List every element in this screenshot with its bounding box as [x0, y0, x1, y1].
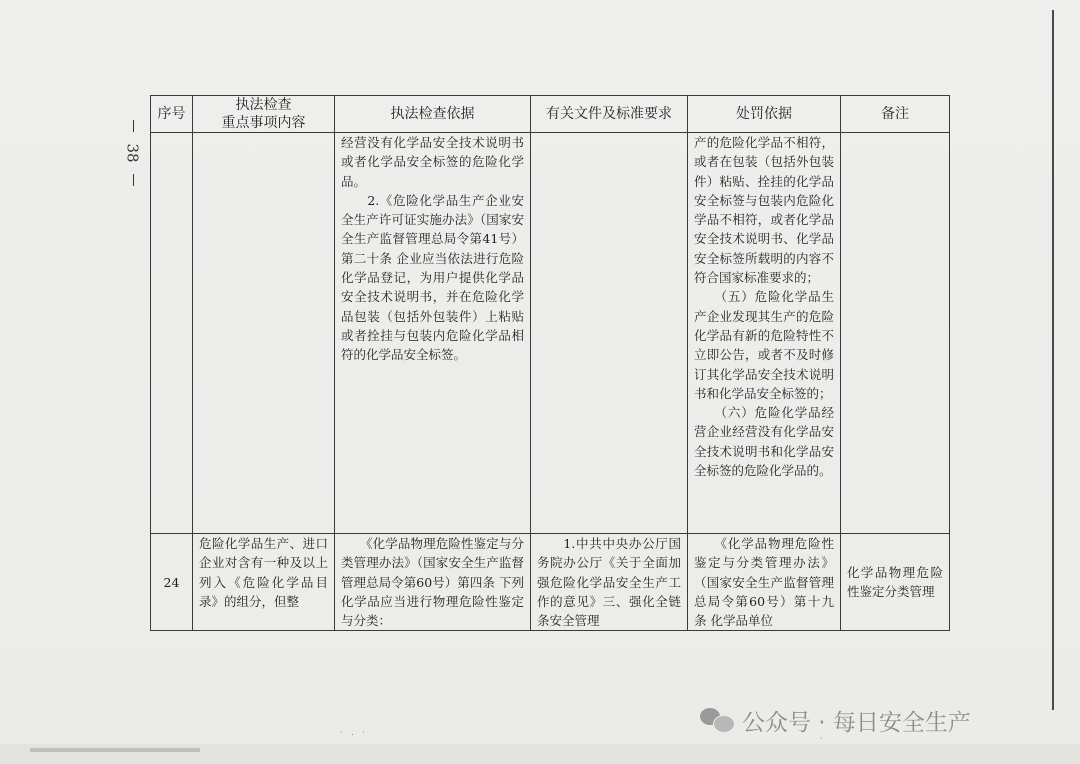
table-row — [151, 133, 950, 534]
cell-remarks — [841, 133, 950, 534]
header-basis: 执法检查依据 — [335, 96, 531, 133]
cell-items: 危险化学品生产、进口企业对含有一种及以上列入《危险化学品目录》的组分，但整 — [193, 534, 335, 631]
page-number-text: 38 — [124, 143, 142, 163]
scan-smudge — [30, 748, 200, 752]
page-number-dash-top — [133, 120, 134, 132]
wechat-icon — [700, 706, 734, 734]
watermark — [700, 704, 971, 736]
cell-items — [193, 133, 335, 534]
scan-specks: · . · — [340, 728, 368, 737]
cell-requirements: 1.中共中央办公厅国务院办公厅《关于全面加强危险化学品安全生产工作的意见》三、强化全链条安全管理 — [531, 534, 688, 631]
cell-penalty: 产的危险化学品不相符，或者在包装（包括外包装件）粘贴、拴挂的化学品安全标签与包装内危险化学品不相符，或者化学品安全技术说明书、化学品安全标签所载明的内容不符合国家标准要求的； （五）危险化学品生产企业发现其生产的危险化学品有新的危险特性不立即公告，或者不及时修订其化学品安全技术说明书和化学品安全标签的； （六）危险化学品经营企业经营没有化学品安全技术说明书和化学品安全标签的危险化学品的。 — [688, 133, 841, 534]
table-header-row — [151, 96, 950, 133]
header-seq: 序号 — [151, 96, 193, 133]
cell-seq — [151, 133, 193, 534]
cell-remarks: 化学品物理危险性鉴定分类管理 — [841, 534, 950, 631]
inspection-table — [150, 95, 950, 631]
header-items: 执法检查 重点事项内容 — [193, 96, 335, 133]
scan-specks: · — [820, 734, 823, 743]
cell-requirements — [531, 133, 688, 534]
cell-seq: 24 — [151, 534, 193, 631]
table-row — [151, 534, 950, 631]
page-edge-line — [1052, 10, 1054, 710]
page-number-dash-bottom — [133, 174, 134, 186]
header-remarks: 备注 — [841, 96, 950, 133]
header-penalty: 处罚依据 — [688, 96, 841, 133]
bottom-margin — [0, 744, 1080, 764]
page-number — [118, 118, 148, 198]
header-requirements: 有关文件及标准要求 — [531, 96, 688, 133]
cell-basis: 《化学品物理危险性鉴定与分类管理办法》（国家安全生产监督管理总局令第60号）第四条 下列化学品应当进行物理危险性鉴定与分类： — [335, 534, 531, 631]
cell-penalty: 《化学品物理危险性鉴定与分类管理办法》（国家安全生产监督管理总局令第60号）第十九条 化学品单位 — [688, 534, 841, 631]
watermark-text: 公众号 · 每日安全生产 — [742, 709, 971, 736]
cell-basis: 经营没有化学品安全技术说明书或者化学品安全标签的危险化学品。 2.《危险化学品生产企业安全生产许可证实施办法》（国家安全生产监督管理总局令第41号）第二十条 企业应当依法进行危险化学品登记，为用户提供化学品安全技术说明书，并在危险化学品包装（包括外包装件）上粘贴或者拴挂与包装内危险化学品相符的化学品安全标签。 — [335, 133, 531, 534]
